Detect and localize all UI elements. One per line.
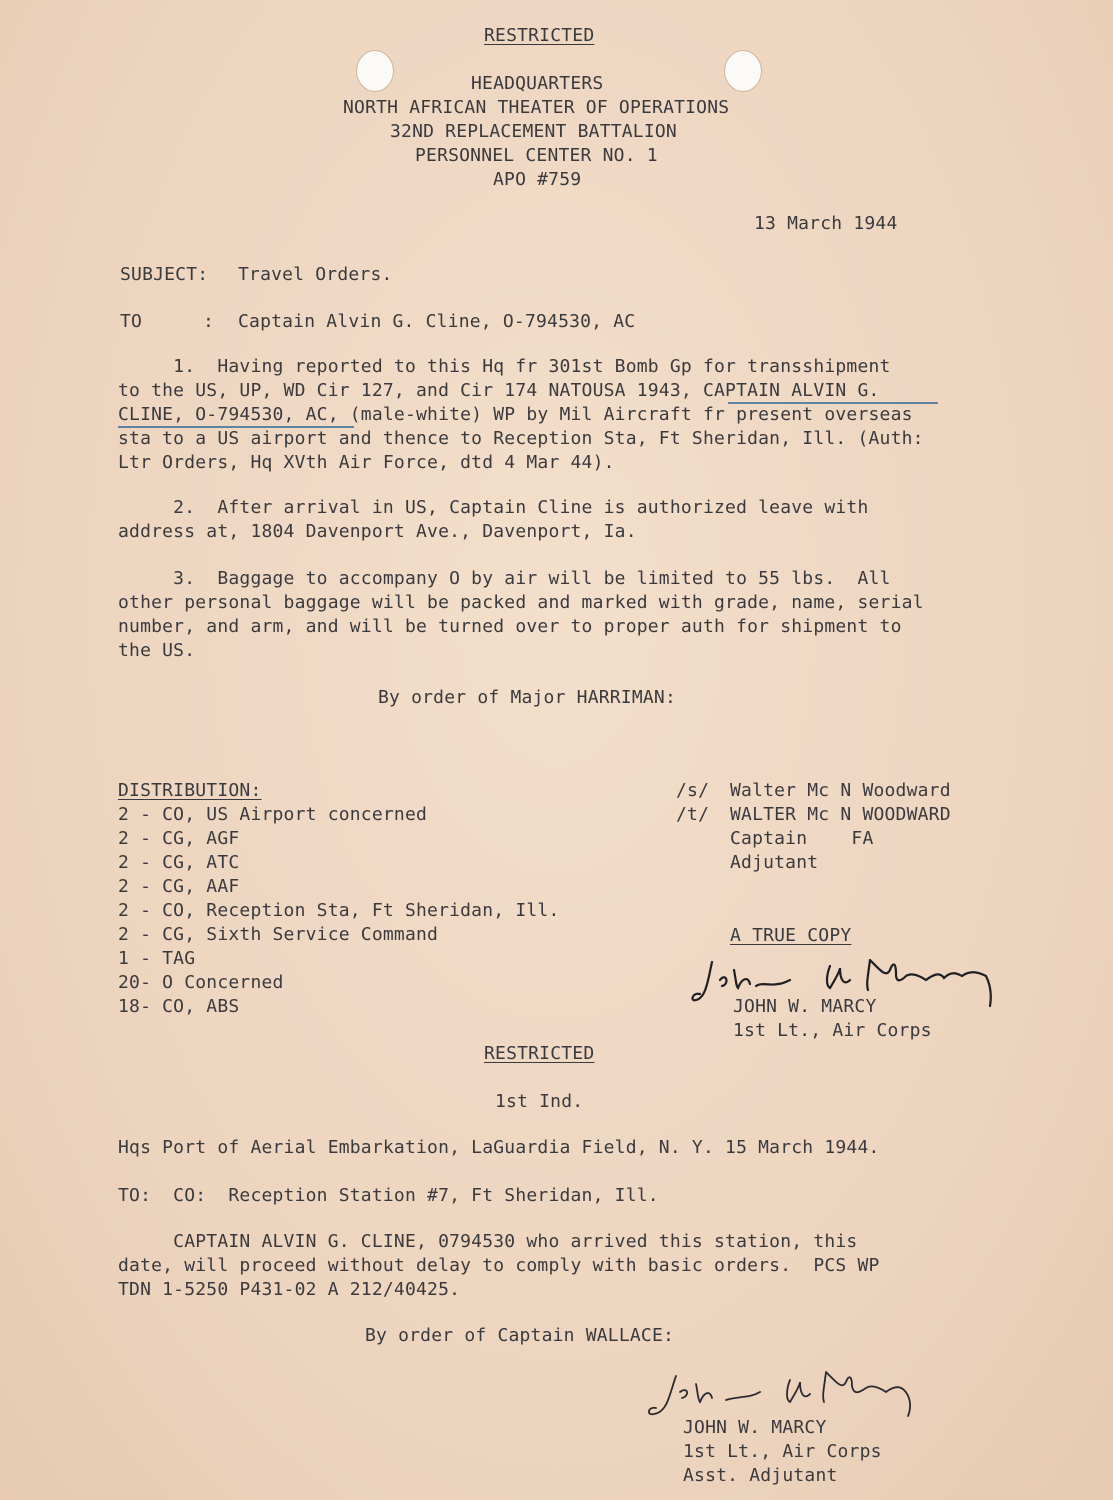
indorsement-body-line: date, will proceed without delay to comply with basic orders. PCS WP [118, 1255, 880, 1276]
punch-hole-right [724, 50, 762, 92]
paragraph-1-line: Ltr Orders, Hq XVth Air Force, dtd 4 Mar 44). [118, 452, 615, 473]
distribution-item: 2 - CO, US Airport concerned [118, 804, 428, 825]
signer-title: Adjutant [730, 852, 819, 873]
distribution-item: 20- O Concerned [118, 972, 284, 993]
indorsement-signer-rank: 1st Lt., Air Corps [683, 1441, 882, 1462]
indorsement-to: TO: CO: Reception Station #7, Ft Sheridan, Ill. [118, 1185, 659, 1206]
subject-label: SUBJECT: [120, 264, 209, 285]
classification-middle: RESTRICTED [484, 1043, 595, 1064]
paragraph-2-line: address at, 1804 Davenport Ave., Davenport, Ia. [118, 521, 637, 542]
to-label: TO [120, 311, 143, 332]
distribution-item: 2 - CO, Reception Sta, Ft Sheridan, Ill. [118, 900, 560, 921]
signer-rank: Captain FA [730, 828, 874, 849]
pen-underline [118, 426, 354, 428]
pen-underline [728, 402, 938, 404]
distribution-item: 2 - CG, ATC [118, 852, 240, 873]
s-mark: /s/ [676, 780, 710, 801]
indorsement-body-line: CAPTAIN ALVIN G. CLINE, 0794530 who arrived this station, this [118, 1231, 858, 1252]
header-line: 32ND REPLACEMENT BATTALION [390, 121, 677, 142]
header-line: NORTH AFRICAN THEATER OF OPERATIONS [343, 97, 730, 118]
punch-hole-left [356, 50, 394, 92]
to-colon: : [203, 311, 215, 332]
indorsement-origin: Hqs Port of Aerial Embarkation, LaGuardia Field, N. Y. 15 March 1944. [118, 1137, 880, 1158]
paragraph-1-line: 1. Having reported to this Hq fr 301st Bomb Gp for transshipment [118, 356, 891, 377]
t-name: WALTER Mc N WOODWARD [730, 804, 951, 825]
indorsement-body-line: TDN 1-5250 P431-02 A 212/40425. [118, 1279, 461, 1300]
by-order-major: By order of Major HARRIMAN: [378, 687, 676, 708]
distribution-item: 2 - CG, AAF [118, 876, 240, 897]
true-copy-label: A TRUE COPY [730, 925, 852, 946]
paragraph-3-line: other personal baggage will be packed and marked with grade, name, serial [118, 592, 924, 613]
paragraph-1-line: CLINE, O-794530, AC, (male-white) WP by Mil Aircraft fr present overseas [118, 404, 913, 425]
indorsement-signer-title: Asst. Adjutant [683, 1465, 838, 1486]
header-line: HEADQUARTERS [471, 73, 604, 94]
s-name: Walter Mc N Woodward [730, 780, 951, 801]
to-value: Captain Alvin G. Cline, O-794530, AC [238, 311, 636, 332]
distribution-item: 2 - CG, Sixth Service Command [118, 924, 439, 945]
paragraph-1-line: sta to a US airport and thence to Reception Sta, Ft Sheridan, Ill. (Auth: [118, 428, 924, 449]
distribution-item: 18- CO, ABS [118, 996, 240, 1017]
paragraph-2-line: 2. After arrival in US, Captain Cline is authorized leave with [118, 497, 869, 518]
paragraph-3-line: the US. [118, 640, 196, 661]
distribution-item: 2 - CG, AGF [118, 828, 240, 849]
classification-top: RESTRICTED [484, 25, 595, 46]
paragraph-1-line: to the US, UP, WD Cir 127, and Cir 174 NATOUSA 1943, CAPTAIN ALVIN G. [118, 380, 880, 401]
header-line: PERSONNEL CENTER NO. 1 [415, 145, 658, 166]
header-line: APO #759 [493, 169, 582, 190]
indorsement-heading: 1st Ind. [495, 1091, 584, 1112]
document-date: 13 March 1944 [754, 213, 898, 234]
true-copy-rank: 1st Lt., Air Corps [733, 1020, 932, 1041]
t-mark: /t/ [676, 804, 710, 825]
indorsement-signer-name: JOHN W. MARCY [683, 1417, 827, 1438]
paragraph-3-line: 3. Baggage to accompany O by air will be limited to 55 lbs. All [118, 568, 891, 589]
indorsement-by-order: By order of Captain WALLACE: [365, 1325, 675, 1346]
distribution-item: 1 - TAG [118, 948, 196, 969]
paragraph-3-line: number, and arm, and will be turned over to proper auth for shipment to [118, 616, 902, 637]
subject-value: Travel Orders. [238, 264, 393, 285]
distribution-heading: DISTRIBUTION: [118, 780, 262, 801]
true-copy-name: JOHN W. MARCY [733, 996, 877, 1017]
